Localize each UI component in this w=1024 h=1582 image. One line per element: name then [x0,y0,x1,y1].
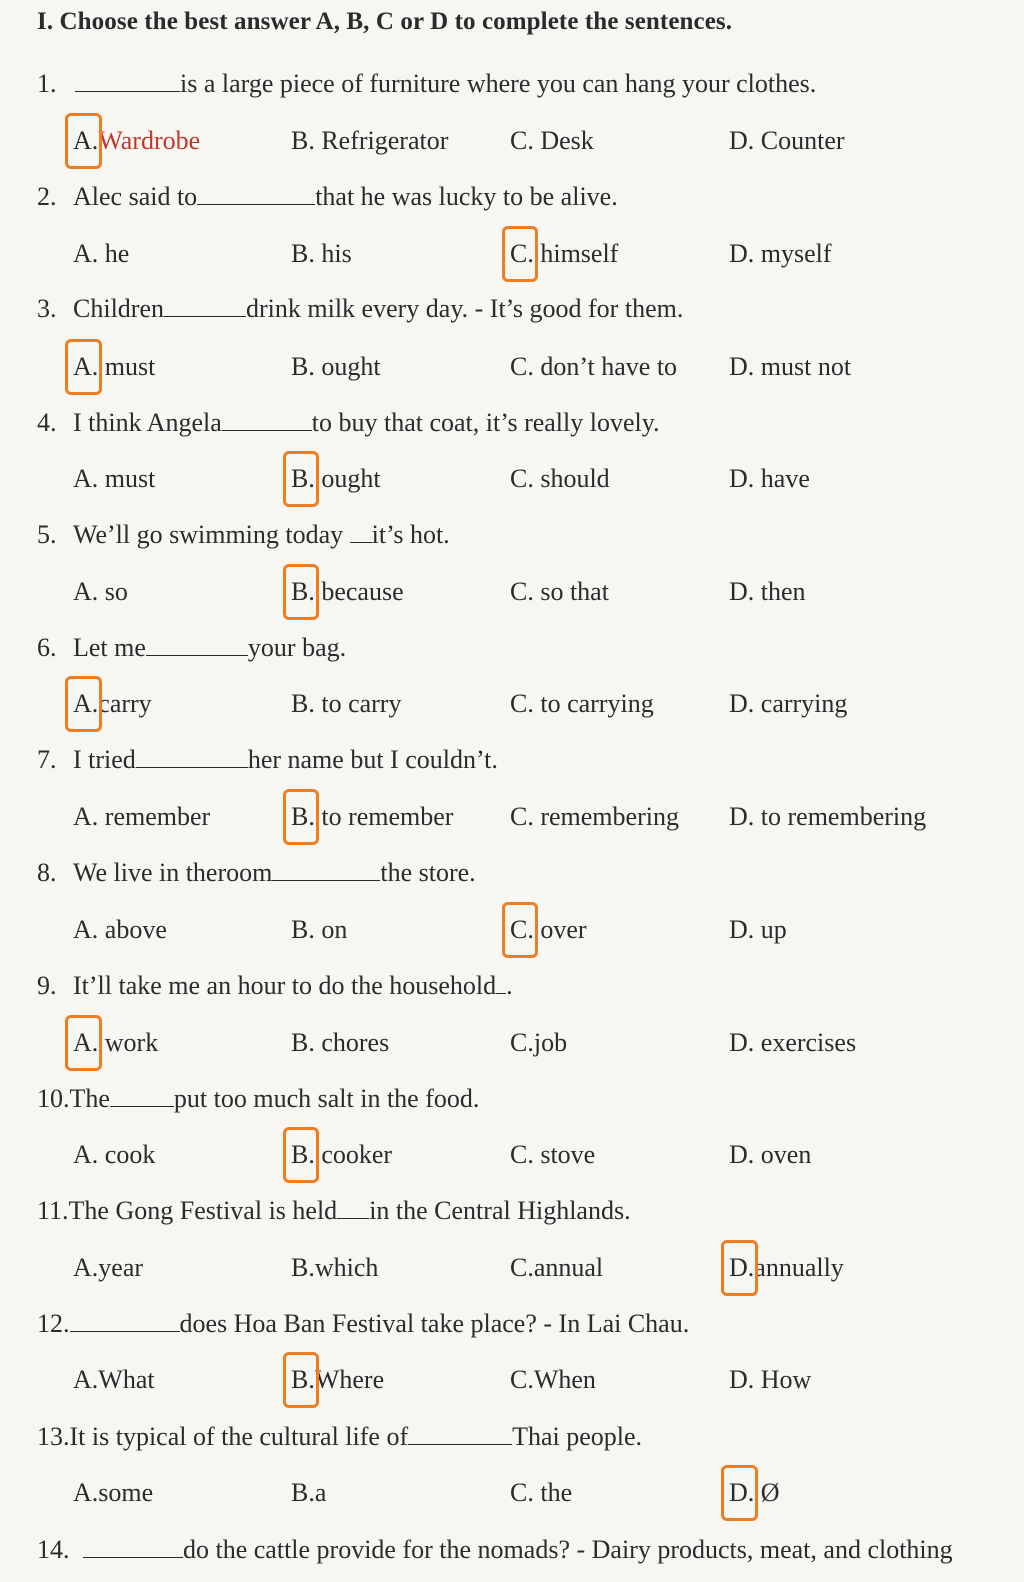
option-letter: D. [729,1028,755,1057]
option-text: above [104,915,167,944]
option-text: should [540,464,610,493]
option-letter: C. [510,126,534,155]
q3-option-d[interactable] [729,349,851,385]
answer-blank [496,969,506,994]
option-letter: C. [510,689,534,718]
option-letter: B. [291,689,315,718]
option-letter: C. [510,577,534,606]
option-text: annual [533,1253,604,1282]
q9-option-b[interactable] [291,1025,389,1061]
q5-option-d[interactable] [729,574,806,610]
option-letter: D. [729,126,755,155]
q11-option-d[interactable] [729,1250,844,1286]
question-11: 11.The Gong Festival is held in the Central Highlands. [37,1196,631,1225]
q3-option-b[interactable] [291,349,381,385]
q8-option-a[interactable] [73,912,167,948]
q2-option-d[interactable] [729,236,832,272]
q13-option-b[interactable] [291,1475,326,1511]
q4-option-a[interactable] [73,461,155,497]
option-text: How [760,1365,812,1394]
option-letter: C. [510,1253,534,1282]
option-letter: D. [729,352,755,381]
option-text: have [760,464,810,493]
option-letter: C. [510,1365,534,1394]
option-letter: B. [291,1362,315,1398]
option-letter: A. [73,686,98,722]
option-letter: D. [729,915,755,944]
option-letter: A. [73,1253,99,1282]
q1-option-b[interactable] [291,123,448,159]
option-letter: B. [291,799,315,835]
q4-option-b[interactable] [291,461,381,497]
q4-option-d[interactable] [729,461,810,497]
option-text: don’t have to [540,352,678,381]
option-text: must [104,352,156,381]
option-letter: A. [73,239,99,268]
option-letter: D. [729,239,755,268]
q10-option-a[interactable] [73,1137,155,1173]
q12-option-c[interactable] [510,1362,596,1398]
q7-option-a[interactable] [73,799,210,835]
q3-option-a[interactable] [73,349,155,385]
answer-blank [70,1307,180,1332]
q1-option-d[interactable] [729,123,845,159]
option-letter: A. [73,577,99,606]
option-text: stove [540,1140,596,1169]
question-3: 3. Children drink milk every day. - It’s good for them. [37,294,684,323]
q13-option-d[interactable] [729,1475,780,1511]
q11-option-b[interactable] [291,1250,378,1286]
option-text: to remember [321,802,454,831]
option-letter: A. [73,1365,99,1394]
option-letter: A. [73,802,99,831]
q4-option-c[interactable] [510,461,610,497]
option-letter: C. [510,352,534,381]
q9-option-a[interactable] [73,1025,158,1061]
q5-option-a[interactable] [73,574,128,610]
q5-option-b[interactable] [291,574,404,610]
answer-blank [75,67,180,92]
option-text: to carrying [540,689,654,718]
option-text: chores [321,1028,390,1057]
option-text: year [98,1253,144,1282]
q12-option-b[interactable] [291,1362,384,1398]
answer-blank [197,180,315,205]
answer-blank [272,856,380,881]
option-text: Desk [540,126,594,155]
q1-option-c[interactable] [510,123,594,159]
option-letter: D. [729,802,755,831]
option-letter: B. [291,1253,315,1282]
option-letter: C. [510,236,534,272]
question-7: 7. I tried her name but I couldn’t. [37,745,498,774]
option-text: up [760,915,787,944]
option-letter: B. [291,352,315,381]
answer-blank [136,743,248,768]
option-text: to carry [321,689,402,718]
option-text: oven [760,1140,812,1169]
q3-option-c[interactable] [510,349,677,385]
option-letter: B. [291,239,315,268]
option-text: the [540,1478,573,1507]
option-text: on [321,915,348,944]
option-text: Ø [760,1478,780,1507]
question-4: 4. I think Angela to buy that coat, it’s really lovely. [37,408,660,437]
question-1: 1. is a large piece of furniture where you can hang your clothes. [37,69,817,98]
answer-blank [408,1420,512,1445]
question-8: 8. We live in theroom the store. [37,858,476,887]
option-text: so [104,577,128,606]
option-text: remember [104,802,211,831]
q10-option-c[interactable] [510,1137,595,1173]
q13-option-c[interactable] [510,1475,572,1511]
answer-blank [83,1533,183,1558]
option-text: because [321,577,404,606]
question-12: 12. does Hoa Ban Festival take place? - In Lai Chau. [37,1309,690,1338]
question-2: 2. Alec said to that he was lucky to be alive. [37,182,618,211]
option-letter: C. [510,912,534,948]
option-text: ought [321,464,381,493]
option-letter: C. [510,1478,534,1507]
q9-option-d[interactable] [729,1025,856,1061]
q6-option-d[interactable] [729,686,847,722]
q10-option-b[interactable] [291,1137,392,1173]
option-letter: B. [291,915,315,944]
q12-option-a[interactable] [73,1362,155,1398]
option-letter: B. [291,126,315,155]
option-text: What [98,1365,155,1394]
q6-option-c[interactable] [510,686,654,722]
question-5: 5. We’ll go swimming today it’s hot. [37,520,450,549]
option-text: to remembering [760,802,927,831]
q8-option-b[interactable] [291,912,347,948]
option-text: which [314,1253,379,1282]
q2-option-c[interactable] [510,236,618,272]
option-text: he [104,239,130,268]
option-text: must [104,464,156,493]
option-text: some [98,1478,154,1507]
q8-option-c[interactable] [510,912,587,948]
option-text: cook [104,1140,156,1169]
question-14: 14. do the cattle provide for the nomads? - Dairy products, meat, and clothing [37,1535,953,1564]
option-text: cooker [321,1140,393,1169]
answer-blank [146,631,248,656]
option-text: then [760,577,806,606]
answer-blank [164,292,246,317]
option-letter: A. [73,915,99,944]
q11-option-c[interactable] [510,1250,603,1286]
option-text: job [533,1028,568,1057]
q7-option-b[interactable] [291,799,453,835]
option-text: ought [321,352,381,381]
option-text: carry [98,689,152,718]
answer-blank [110,1082,174,1107]
option-letter: D. [729,689,755,718]
option-text: so that [540,577,609,606]
option-letter: D. [729,1475,754,1511]
option-text: work [104,1028,159,1057]
answer-blank [337,1194,369,1219]
q5-option-c[interactable] [510,574,609,610]
option-text: his [321,239,352,268]
question-9: 9. It’ll take me an hour to do the household . [37,971,513,1000]
option-letter: A. [73,349,98,385]
option-letter: B. [291,461,315,497]
q7-option-d[interactable] [729,799,926,835]
q1-option-a[interactable] [73,123,200,159]
q7-option-c[interactable] [510,799,679,835]
option-text: a [314,1478,327,1507]
option-text: must not [760,352,852,381]
option-letter: A. [73,1478,99,1507]
option-letter: C. [510,464,534,493]
option-letter: D. [729,1365,755,1394]
section-heading: I. Choose the best answer A, B, C or D to complete the sentences. [37,8,733,35]
option-text: Where [314,1365,385,1394]
option-letter: A. [73,1140,99,1169]
option-text: Refrigerator [321,126,449,155]
q12-option-d[interactable] [729,1362,811,1398]
q6-option-b[interactable] [291,686,401,722]
option-letter: C. [510,1140,534,1169]
option-text: annually [754,1253,844,1282]
option-letter: D. [729,577,755,606]
option-text: Wardrobe [98,126,201,155]
option-letter: B. [291,1478,315,1507]
answer-blank [222,406,312,431]
question-10: 10.The put too much salt in the food. [37,1084,480,1113]
question-6: 6. Let me your bag. [37,633,347,662]
option-letter: C. [510,802,534,831]
option-letter: A. [73,464,99,493]
question-13: 13.It is typical of the cultural life of Thai people. [37,1422,643,1451]
q10-option-d[interactable] [729,1137,811,1173]
q9-option-c[interactable] [510,1025,567,1061]
option-letter: B. [291,1028,315,1057]
option-letter: A. [73,1025,98,1061]
option-text: exercises [760,1028,857,1057]
option-letter: B. [291,574,315,610]
option-text: Counter [760,126,845,155]
q11-option-a[interactable] [73,1250,143,1286]
option-text: himself [540,239,619,268]
q13-option-a[interactable] [73,1475,153,1511]
option-letter: A. [73,123,98,159]
option-letter: D. [729,1140,755,1169]
option-letter: D. [729,1250,754,1286]
option-text: carrying [760,689,848,718]
q2-option-a[interactable] [73,236,129,272]
answer-blank [350,518,372,543]
option-text: remembering [540,802,679,831]
option-text: myself [760,239,832,268]
q6-option-a[interactable] [73,686,152,722]
option-letter: D. [729,464,755,493]
option-letter: B. [291,1137,315,1173]
q2-option-b[interactable] [291,236,352,272]
q8-option-d[interactable] [729,912,787,948]
option-text: over [540,915,587,944]
option-letter: C. [510,1028,534,1057]
option-text: When [533,1365,596,1394]
